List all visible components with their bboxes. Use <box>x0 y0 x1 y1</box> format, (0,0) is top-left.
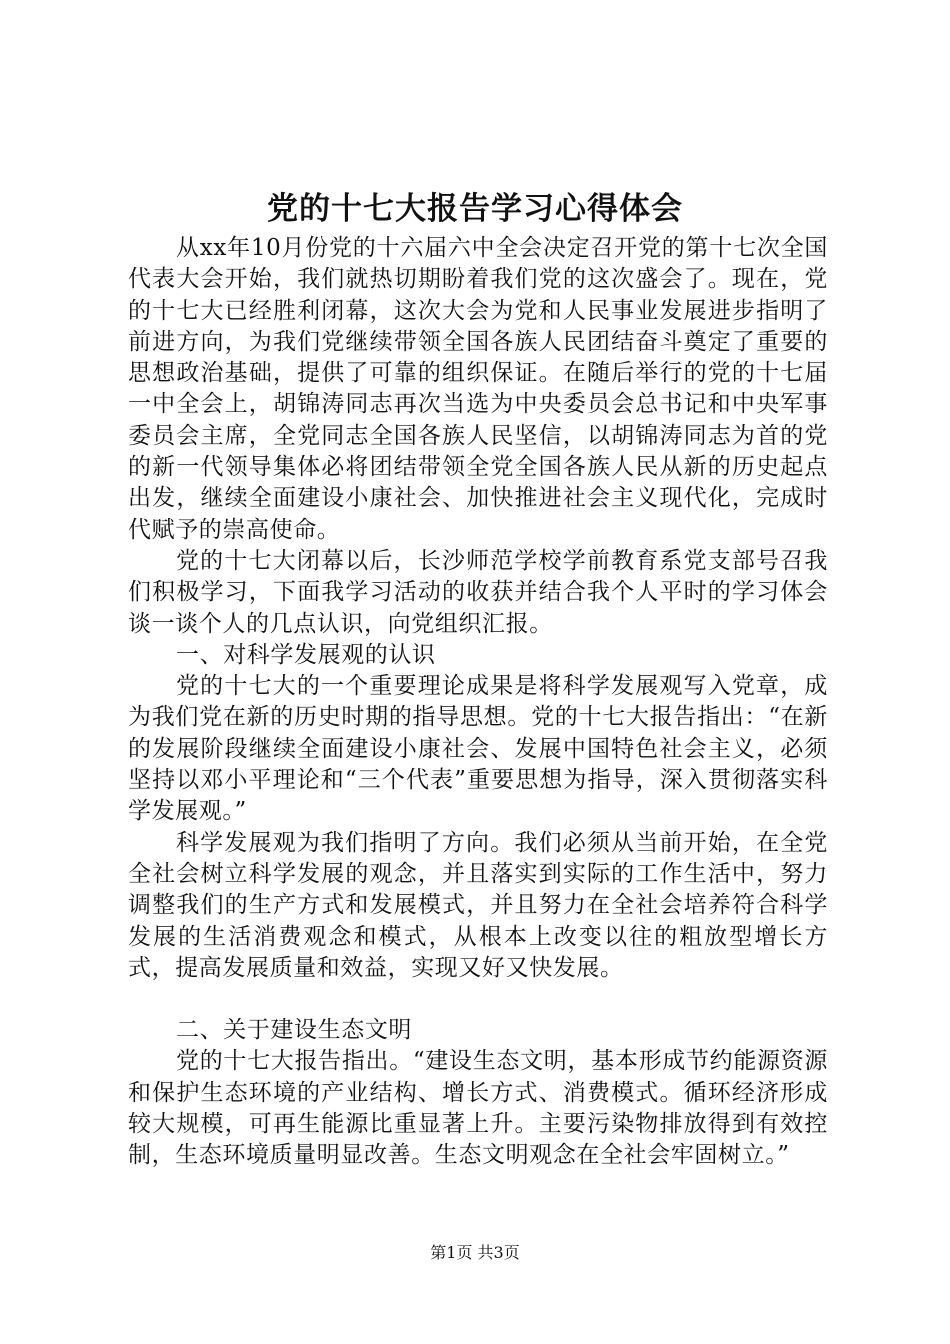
document-body <box>128 233 828 1172</box>
paragraph: 科学发展观为我们指明了方向。我们必须从当前开始，在全党全社会树立科学发展的观念，并且落实到实际的工作生活中，努力调整我们的生产方式和发展模式，并且努力在全社会培养符合科学发展的生活消费观念和模式，从根本上改变以往的粗放型增长方式，提高发展质量和效益，实现又好又快发展。 <box>128 829 828 981</box>
paragraph: 党的十七大闭幕以后，长沙师范学校学前教育系党支部号召我们积极学习，下面我学习活动的收获并结合我个人平时的学习体会谈一谈个人的几点认识，向党组织汇报。 <box>128 547 828 637</box>
paragraph: 从xx年10月份党的十六届六中全会决定召开党的第十七次全国代表大会开始，我们就热切期盼着我们党的这次盛会了。现在，党的十七大已经胜利闭幕，这次大会为党和人民事业发展进步指明了前进方向，为我们党继续带领全国各族人民团结奋斗奠定了重要的思想政治基础，提供了可靠的组织保证。在随后举行的党的十七届一中全会上，胡锦涛同志再次当选为中央委员会总书记和中央军事委员会主席，全党同志全国各族人民坚信，以胡锦涛同志为首的党的新一代领导集体必将团结带领全党全国各族人民从新的历史起点出发，继续全面建设小康社会、加快推进社会主义现代化，完成时代赋予的崇高使命。 <box>128 235 828 543</box>
section-heading: 一、对科学发展观的认识 <box>176 641 436 668</box>
paragraph: 党的十七大报告指出。“建设生态文明，基本形成节约能源资源和保护生态环境的产业结构、增长方式、消费模式。循环经济形成较大规模，可再生能源比重显著上升。主要污染物排放得到有效控制，生态环境质量明显改善。生态文明观念在全社会牢固树立。” <box>128 1048 828 1169</box>
page-number-footer: 第1页 共3页 <box>430 1243 520 1262</box>
section-heading: 二、关于建设生态文明 <box>176 1017 412 1044</box>
document-title: 党的十七大报告学习心得体会 <box>267 191 683 227</box>
paragraph: 党的十七大的一个重要理论成果是将科学发展观写入党章，成为我们党在新的历史时期的指导思想。党的十七大报告指出：“在新的发展阶段继续全面建设小康社会、发展中国特色社会主义，必须坚持以邓小平理论和“三个代表”重要思想为指导，深入贯彻落实科学发展观。” <box>128 673 828 825</box>
